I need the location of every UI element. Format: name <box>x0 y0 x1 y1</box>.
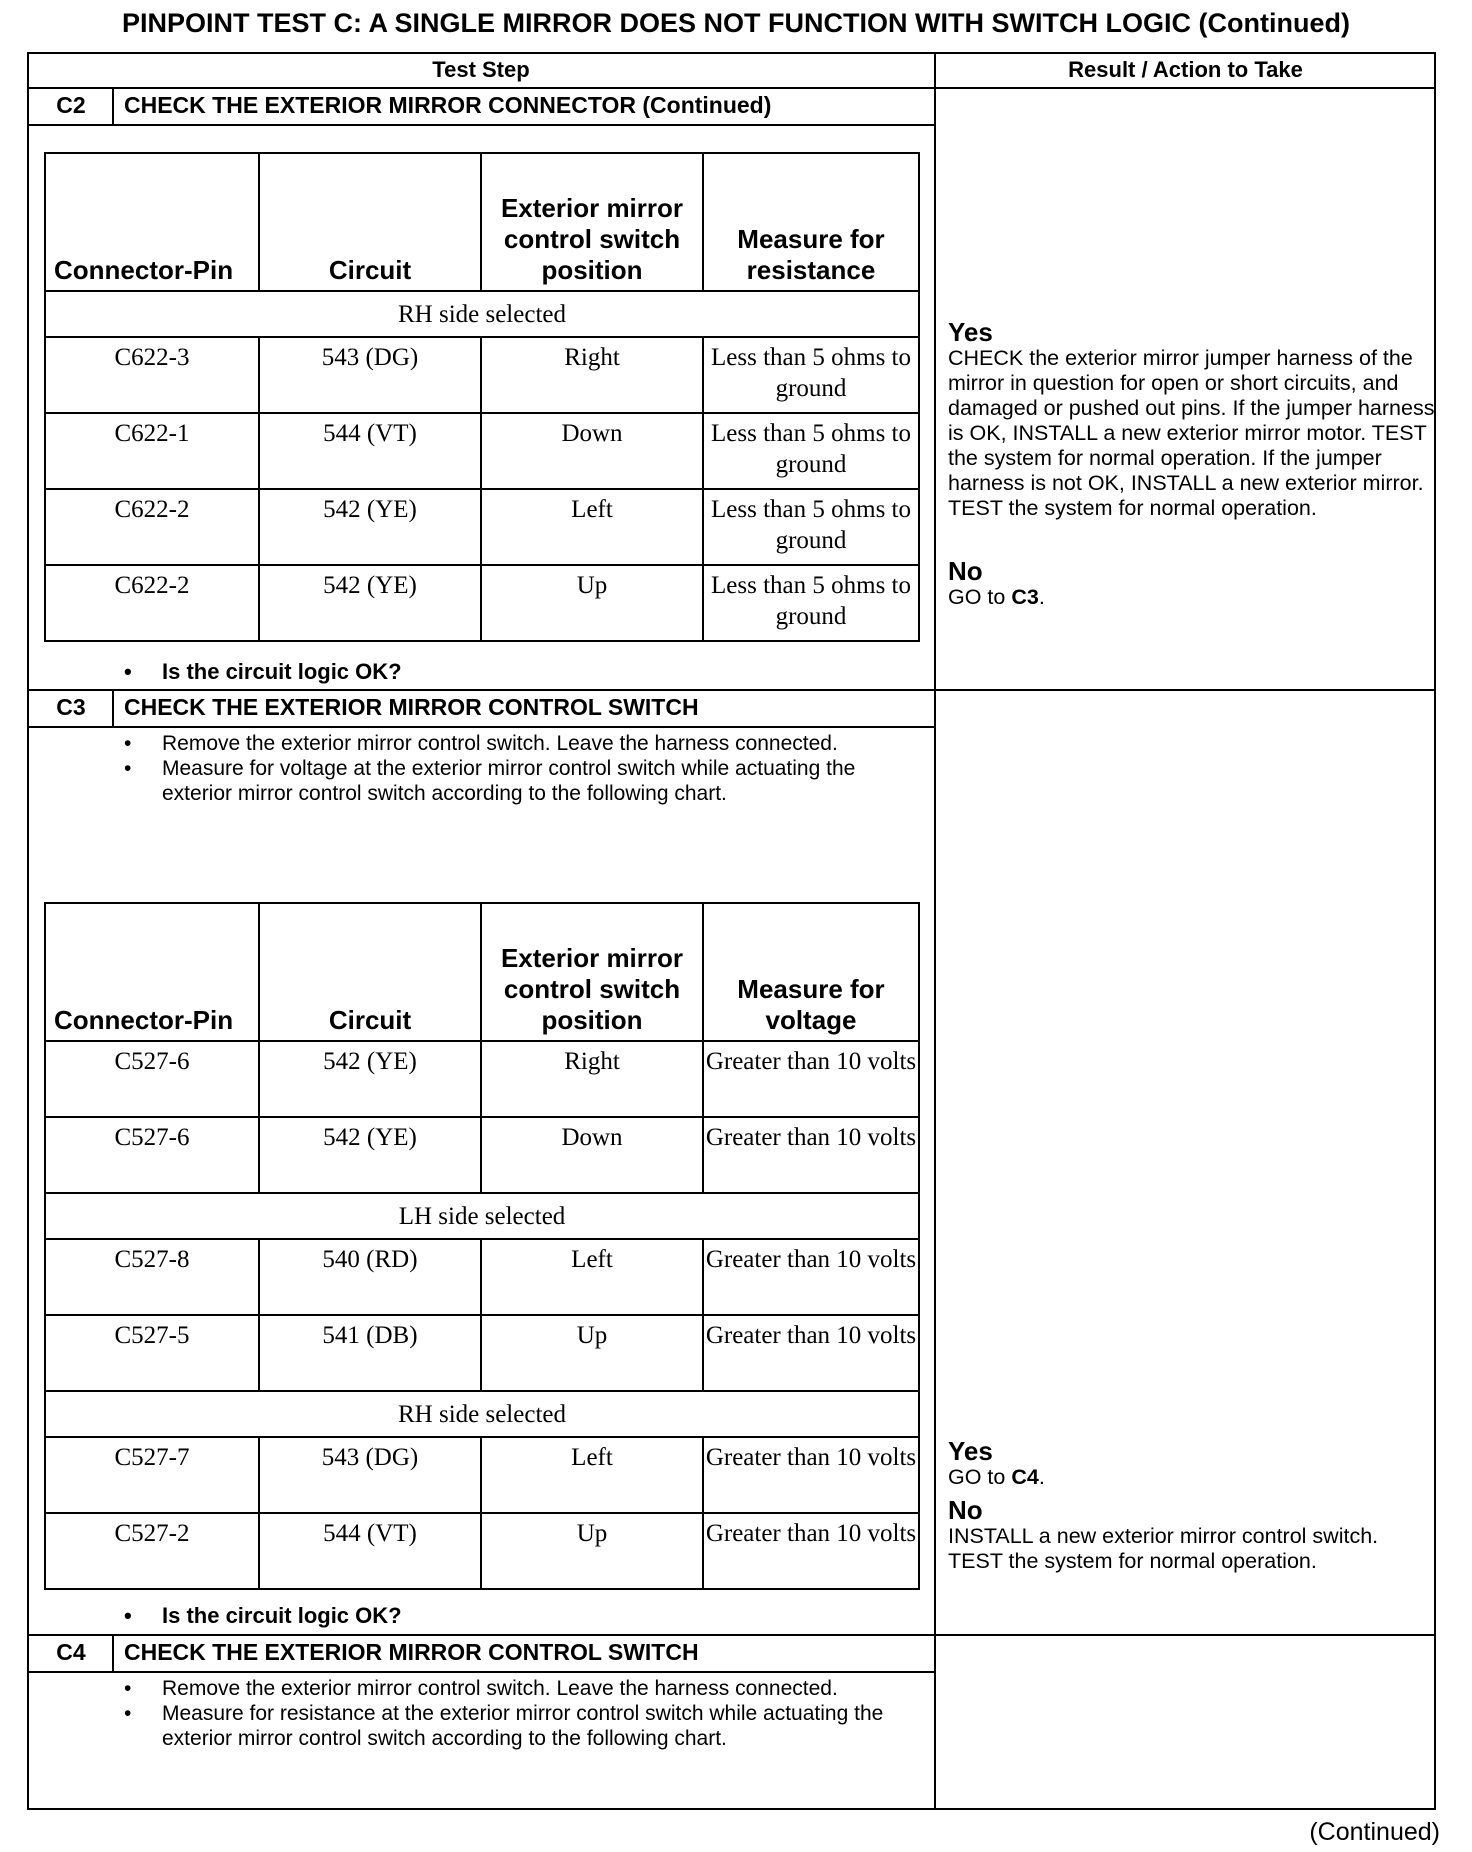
section-label: RH side selected <box>45 1391 919 1437</box>
voltage-chart-c3 <box>44 902 920 1590</box>
table-row <box>45 1117 919 1193</box>
cell-position: Right <box>481 337 703 413</box>
step-title-underline <box>28 726 934 728</box>
cell-measure: Greater than 10 volts <box>703 1239 919 1315</box>
section-label: LH side selected <box>45 1193 919 1239</box>
cell-position: Up <box>481 565 703 641</box>
table-row <box>45 1239 919 1315</box>
cell-circuit: 542 (YE) <box>259 489 481 565</box>
cell-position: Down <box>481 1117 703 1193</box>
resistance-chart-c2 <box>44 152 920 642</box>
cell-position: Left <box>481 1437 703 1513</box>
cell-measure: Less than 5 ohms to ground <box>703 565 919 641</box>
result-no-text: INSTALL a new exterior mirror control switch. TEST the system for normal operation. <box>948 1524 1379 1573</box>
cell-circuit: 542 (YE) <box>259 565 481 641</box>
header-divider <box>28 87 1435 89</box>
result-yes-suffix: . <box>1038 1465 1045 1489</box>
page-title: PINPOINT TEST C: A SINGLE MIRROR DOES NOT FUNCTION WITH SWITCH LOGIC (Continued) <box>122 8 1350 38</box>
table-row <box>45 337 919 413</box>
cell-pin: C527-6 <box>45 1117 259 1193</box>
cell-pin: C622-2 <box>45 489 259 565</box>
step-title-c3: CHECK THE EXTERIOR MIRROR CONTROL SWITCH <box>124 694 699 720</box>
cell-circuit: 543 (DG) <box>259 337 481 413</box>
table-row <box>45 1041 919 1117</box>
table-row <box>45 1315 919 1391</box>
cell-circuit: 540 (RD) <box>259 1239 481 1315</box>
cell-measure: Greater than 10 volts <box>703 1513 919 1589</box>
step-title-underline <box>28 124 934 126</box>
cell-position: Down <box>481 413 703 489</box>
cell-pin: C622-1 <box>45 413 259 489</box>
step-id-c3: C3 <box>56 694 86 720</box>
cell-position: Left <box>481 1239 703 1315</box>
cell-circuit: 544 (VT) <box>259 1513 481 1589</box>
col-header-connector-pin: Connector-Pin <box>45 903 259 1041</box>
cell-pin: C527-6 <box>45 1041 259 1117</box>
instructions-c3 <box>122 731 902 806</box>
table-row <box>45 565 919 641</box>
step-divider-c3-c4 <box>28 1634 1435 1636</box>
cell-measure: Less than 5 ohms to ground <box>703 337 919 413</box>
col-header-connector-pin: Connector-Pin <box>45 153 259 291</box>
result-yes-text <box>948 1465 1438 1490</box>
result-yes-ref-c4: C4 <box>1011 1465 1039 1489</box>
instructions-c4 <box>122 1676 902 1751</box>
cell-measure: Greater than 10 volts <box>703 1315 919 1391</box>
result-yes-text: CHECK the exterior mirror jumper harness of the mirror in question for open or short circuits, and damaged or pushed out pins. If the jumper harness is OK, INSTALL a new exterior mirror motor. TEST the system for normal operation. If the jumper harness is not OK, INSTALL a new exterior mirror. TEST the system for normal operation. <box>948 346 1435 520</box>
cell-pin: C527-8 <box>45 1239 259 1315</box>
result-yes-label: Yes <box>948 1436 993 1466</box>
step-divider-c2-c3 <box>28 689 1435 691</box>
step-id-divider <box>112 89 114 125</box>
step-title-c4: CHECK THE EXTERIOR MIRROR CONTROL SWITCH <box>124 1639 699 1665</box>
result-yes-prefix: GO to <box>948 1465 1012 1489</box>
cell-pin: C622-2 <box>45 565 259 641</box>
step-title-underline <box>28 1671 934 1673</box>
column-divider <box>934 52 936 1810</box>
result-no-text <box>948 585 1438 610</box>
cell-position: Right <box>481 1041 703 1117</box>
col-header-measure: Measure for voltage <box>703 903 919 1041</box>
step-id-c4: C4 <box>56 1639 86 1665</box>
cell-measure: Greater than 10 volts <box>703 1437 919 1513</box>
step-title-c2: CHECK THE EXTERIOR MIRROR CONNECTOR (Continued) <box>124 92 772 118</box>
question-c3: • Is the circuit logic OK? <box>122 1603 402 1629</box>
result-no-ref-c3: C3 <box>1011 585 1039 609</box>
instruction-item: • Remove the exterior mirror control switch. Leave the harness connected. <box>122 731 902 756</box>
instruction-item: • Measure for voltage at the exterior mirror control switch while actuating the exterior mirror control switch according to the following chart. <box>122 756 902 806</box>
table-row <box>45 1437 919 1513</box>
result-no-prefix: GO to <box>948 585 1012 609</box>
col-header-switch-position: Exterior mirror control switch position <box>481 153 703 291</box>
cell-circuit: 542 (YE) <box>259 1117 481 1193</box>
step-id-divider <box>112 1636 114 1672</box>
result-c2 <box>948 318 1438 610</box>
result-c3 <box>948 1437 1438 1574</box>
header-test-step: Test Step <box>432 57 530 82</box>
cell-measure: Greater than 10 volts <box>703 1117 919 1193</box>
section-label: RH side selected <box>45 291 919 337</box>
step-id-divider <box>112 691 114 727</box>
cell-pin: C527-7 <box>45 1437 259 1513</box>
cell-pin: C622-3 <box>45 337 259 413</box>
cell-circuit: 541 (DB) <box>259 1315 481 1391</box>
table-row <box>45 1513 919 1589</box>
cell-circuit: 543 (DG) <box>259 1437 481 1513</box>
step-id-c2: C2 <box>56 92 86 118</box>
cell-measure: Greater than 10 volts <box>703 1041 919 1117</box>
cell-measure: Less than 5 ohms to ground <box>703 489 919 565</box>
cell-measure: Less than 5 ohms to ground <box>703 413 919 489</box>
col-header-measure: Measure for resistance <box>703 153 919 291</box>
cell-position: Up <box>481 1513 703 1589</box>
result-no-suffix: . <box>1038 585 1045 609</box>
table-row <box>45 413 919 489</box>
col-header-circuit: Circuit <box>259 153 481 291</box>
cell-circuit: 544 (VT) <box>259 413 481 489</box>
result-no-label: No <box>948 1495 983 1525</box>
cell-circuit: 542 (YE) <box>259 1041 481 1117</box>
table-row <box>45 489 919 565</box>
instruction-item: • Remove the exterior mirror control switch. Leave the harness connected. <box>122 1676 902 1701</box>
cell-position: Up <box>481 1315 703 1391</box>
question-c2: • Is the circuit logic OK? <box>122 659 402 685</box>
cell-position: Left <box>481 489 703 565</box>
header-result-action: Result / Action to Take <box>1068 57 1303 82</box>
continued-footer: (Continued) <box>1309 1818 1440 1846</box>
instruction-item: • Measure for resistance at the exterior mirror control switch while actuating the exterior mirror control switch according to the following chart. <box>122 1701 902 1751</box>
result-no-label: No <box>948 556 983 586</box>
result-yes-label: Yes <box>948 317 993 347</box>
cell-pin: C527-2 <box>45 1513 259 1589</box>
col-header-switch-position: Exterior mirror control switch position <box>481 903 703 1041</box>
col-header-circuit: Circuit <box>259 903 481 1041</box>
cell-pin: C527-5 <box>45 1315 259 1391</box>
